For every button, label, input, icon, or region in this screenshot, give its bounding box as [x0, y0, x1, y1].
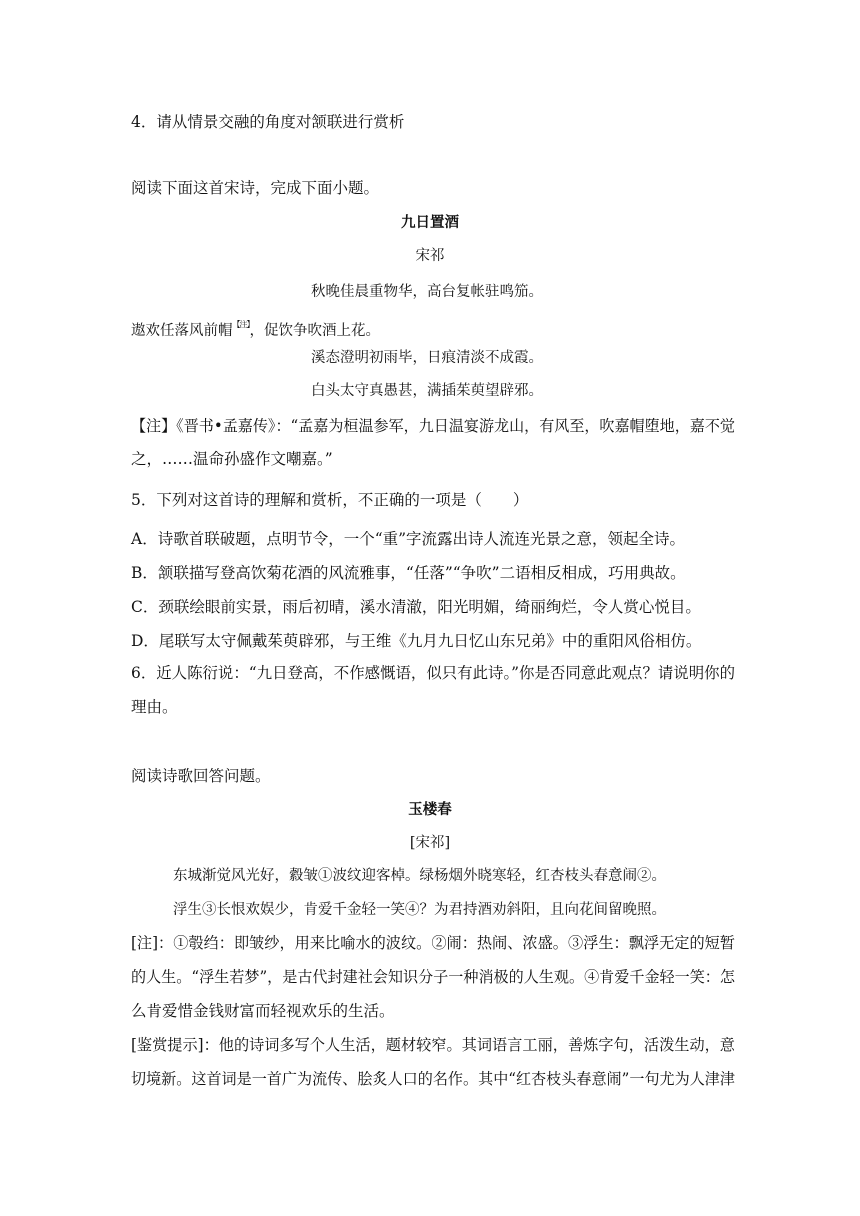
poem1-line-2: [131, 315, 380, 341]
poem2-title: 玉楼春: [408, 801, 452, 818]
question-5-option-d: D．尾联写太守佩戴茱萸辟邪，与王维《九月九日忆山东兄弟》中的重阳风俗相仿。: [131, 632, 702, 650]
question-5-option-a: A．诗歌首联破题，点明节令，一个“重”字流露出诗人流连光景之意，领起全诗。: [131, 530, 686, 548]
question-5-option-b: B．颔联描写登高饮菊花酒的风流雅事，“任落”“争吹”二语相反相成，巧用典故。: [131, 564, 686, 582]
question-5-stem: 5．下列对这首诗的理解和赏析，不正确的一项是（ ）: [131, 491, 529, 509]
question-5-option-c: C．颈联绘眼前实景，雨后初晴，溪水清澈，阳光明媚，绮丽绚烂，令人赏心悦目。: [131, 598, 701, 616]
question-6-line-2: 理由。: [131, 698, 178, 716]
poem2-tip-2: 切境新。这首词是一首广为流传、脍炙人口的名作。其中“红杏枝头春意闹”一句尤为人津津: [131, 1070, 735, 1088]
poem2-note-2: 的人生。“浮生若梦”，是古代封建社会知识分子一种消极的人生观。④肯爱千金轻一笑：怎: [131, 968, 735, 986]
poem2-tip-1: [鉴赏提示]：他的诗词多写个人生活，题材较窄。其词语言工丽，善炼字句，活泼生动，意: [131, 1036, 735, 1054]
poem1-author: 宋祁: [415, 248, 445, 264]
poem1-note-1: 【注】《晋书•孟嘉传》：“孟嘉为桓温参军，九日温宴游龙山，有风至，吹嘉帽堕地，嘉不觉: [131, 417, 735, 435]
poem2-note-3: 么肯爱惜金钱财富而轻视欢乐的生活。: [131, 1002, 395, 1020]
poem1-note-2: 之，……温命孙盛作文嘲嘉。”: [131, 450, 333, 468]
footnote-marker: 【注】: [232, 320, 250, 329]
poem2-line-2: 浮生③长恨欢娱少，肯爱千金轻一笑④？为君持酒劝斜阳，且向花间留晚照。: [173, 902, 666, 918]
question-6-line-1: 6．近人陈衍说：“九日登高，不作感慨语，似只有此诗。”你是否同意此观点？请说明你的: [131, 664, 735, 682]
poem2-line-1: 东城渐觉风光好，縠皱①波纹迎客棹。绿杨烟外晓寒轻，红杏枝头春意闹②。: [173, 868, 666, 884]
poem2-author: [宋祁]: [409, 835, 451, 851]
poem1-line-2-a: 遨欢任落风前帽: [131, 323, 233, 339]
poem1-intro: 阅读下面这首宋诗，完成下面小题。: [131, 179, 380, 197]
poem1-title: 九日置酒: [401, 214, 459, 231]
poem1-line-2-b: ，促饮争吹酒上花。: [249, 323, 380, 339]
question-4: 4．请从情景交融的角度对颔联进行赏析: [131, 113, 405, 131]
poem1-line-1: 秋晚佳晨重物华，高台复帐驻鸣笳。: [311, 284, 543, 300]
poem1-line-4: 白头太守真愚甚，满插茱萸望辟邪。: [311, 383, 543, 399]
poem2-note-1: [注]：①彀绉：即皱纱，用来比喻水的波纹。②闹：热闹、浓盛。③浮生：飘浮无定的短暂: [131, 934, 735, 952]
poem2-intro: 阅读诗歌回答问题。: [131, 767, 271, 785]
poem1-line-3: 溪态澄明初雨毕，日痕清淡不成霞。: [311, 350, 543, 366]
